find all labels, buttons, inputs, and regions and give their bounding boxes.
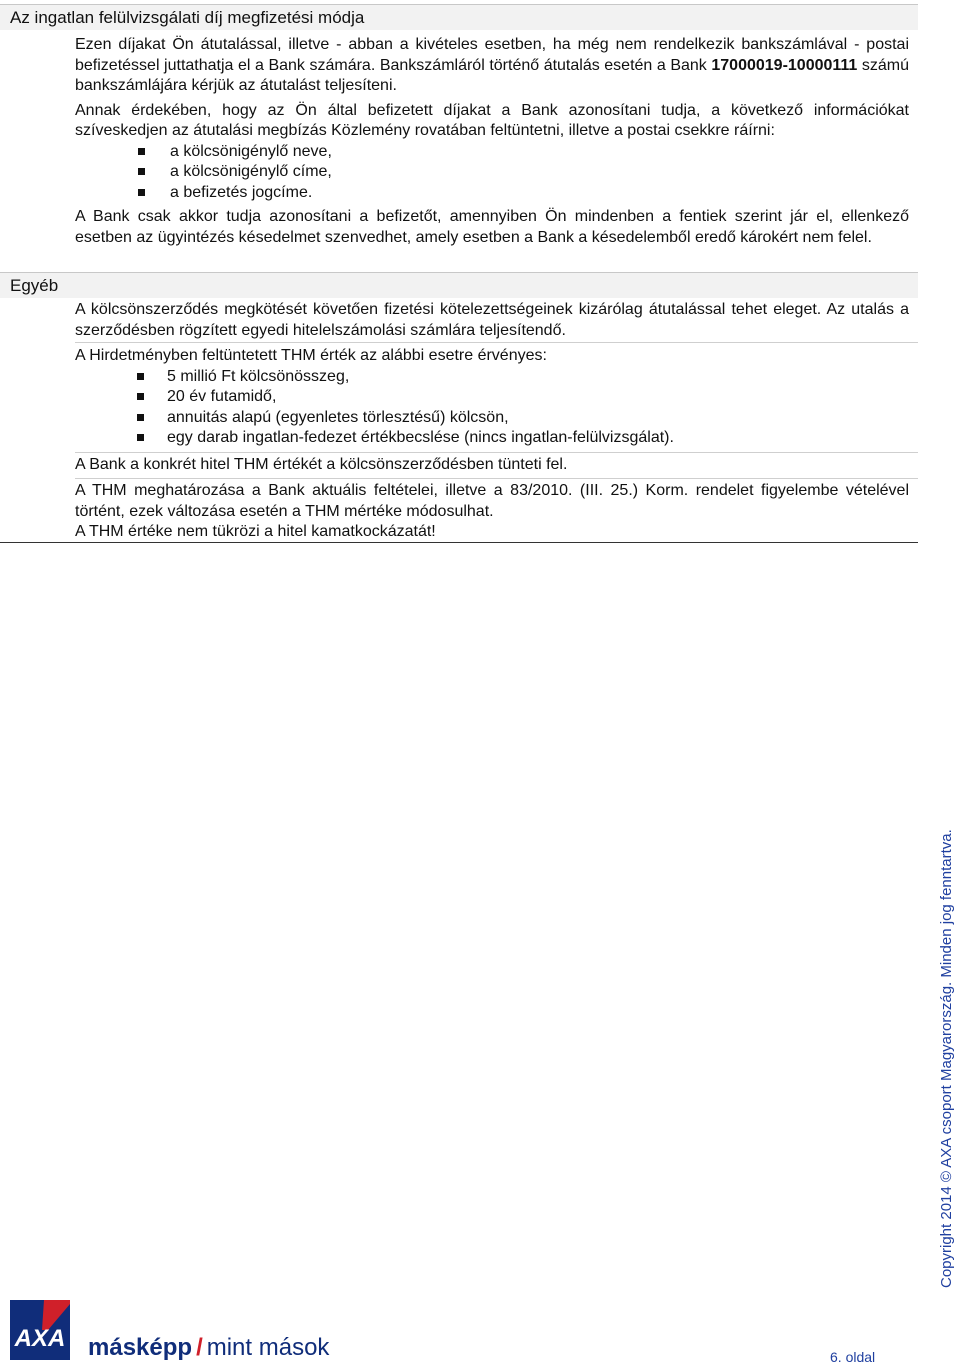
payment-method-content bbox=[75, 35, 909, 248]
slogan-part-2: mint mások bbox=[206, 1334, 330, 1361]
payment-paragraph-3: A Bank csak akkor tudja azonosítani a befizetőt, amennyiben Ön mindenben a fentiek szerint jár el, ellenkező esetben az ügyintézés késedelmet szenvedhet, amely esetben a Bank a késedelemből eredő károkért nem felel. bbox=[75, 208, 909, 246]
divider bbox=[75, 342, 918, 343]
table-bottom-border bbox=[0, 542, 918, 543]
divider bbox=[75, 452, 918, 453]
list-item: a kölcsönigénylő címe, bbox=[75, 162, 909, 183]
payment-paragraph-1 bbox=[75, 35, 909, 97]
slogan-slash: / bbox=[196, 1334, 203, 1361]
thm-conditions-list bbox=[75, 367, 909, 449]
list-item: a befizetés jogcíme. bbox=[75, 183, 909, 204]
axa-logo-mark bbox=[10, 1300, 70, 1360]
payment-paragraph-2: Annak érdekében, hogy az Ön által befizetett díjakat a Bank azonosítani tudja, a következő információkat szíveskedjen az átutalási megbízás Közlemény rovatában feltüntetni, illetve a postai csekkre ráírni: bbox=[75, 101, 909, 139]
slogan bbox=[88, 1334, 329, 1362]
slogan-part-1: másképp bbox=[88, 1334, 193, 1361]
list-item: a kölcsönigénylő neve, bbox=[75, 142, 909, 163]
section-title-payment-method: Az ingatlan felülvizsgálati díj megfizetési módja bbox=[0, 4, 918, 30]
list-item: 20 év futamidő, bbox=[75, 387, 909, 408]
other-paragraph-4: A THM meghatározása a Bank aktuális feltételei, illetve a 83/2010. (III. 25.) Korm. rendelet figyelembe vételével történt, ezek változása esetén a THM mértéke módosulhat. bbox=[75, 482, 909, 520]
list-item: egy darab ingatlan-fedezet értékbecslése (nincs ingatlan-felülvizsgálat). bbox=[75, 428, 909, 449]
list-item: 5 millió Ft kölcsönösszeg, bbox=[75, 367, 909, 388]
axa-logo bbox=[10, 1300, 70, 1360]
payment-info-list bbox=[75, 142, 909, 204]
divider bbox=[75, 478, 918, 479]
other-paragraph-1: A kölcsönszerződés megkötését követően fizetési kötelezettségeinek kizárólag átutalással tehet eleget. Az utalás a szerződésben rögzített egyedi hitelelszámolási számlára teljesítendő. bbox=[75, 301, 909, 339]
other-paragraph-5: A THM értéke nem tükrözi a hitel kamatkockázatát! bbox=[75, 523, 436, 540]
payment-text-1-tail: számú bankszámlájára kérjük az átutalást teljesíteni. bbox=[75, 56, 909, 94]
other-paragraph-3: A Bank a konkrét hitel THM értékét a kölcsönszerződésben tünteti fel. bbox=[75, 456, 568, 473]
page-number: 6. oldal bbox=[830, 1349, 876, 1365]
section-title-other: Egyéb bbox=[0, 272, 918, 298]
copyright-notice: Copyright 2014 © AXA csoport Magyarország. Minden jog fenntartva. bbox=[938, 829, 955, 1288]
logo-text: AXA bbox=[14, 1325, 66, 1352]
other-paragraph-2: A Hirdetményben feltüntetett THM érték az alábbi esetre érvényes: bbox=[75, 347, 547, 364]
list-item: annuitás alapú (egyenletes törlesztésű) kölcsön, bbox=[75, 408, 909, 429]
other-thm-note bbox=[75, 481, 909, 543]
other-thm-content bbox=[75, 346, 909, 449]
bank-account-number: 17000019-10000111 bbox=[711, 56, 858, 74]
payment-text-1: Ezen díjakat Ön átutalással, illetve - abban a kivételes esetben, ha még nem rendelkezik bankszámlával - postai befizetéssel juttathatja el a Bank számára. Bankszámláról történő átutalás esetén a Bank bbox=[75, 36, 909, 74]
